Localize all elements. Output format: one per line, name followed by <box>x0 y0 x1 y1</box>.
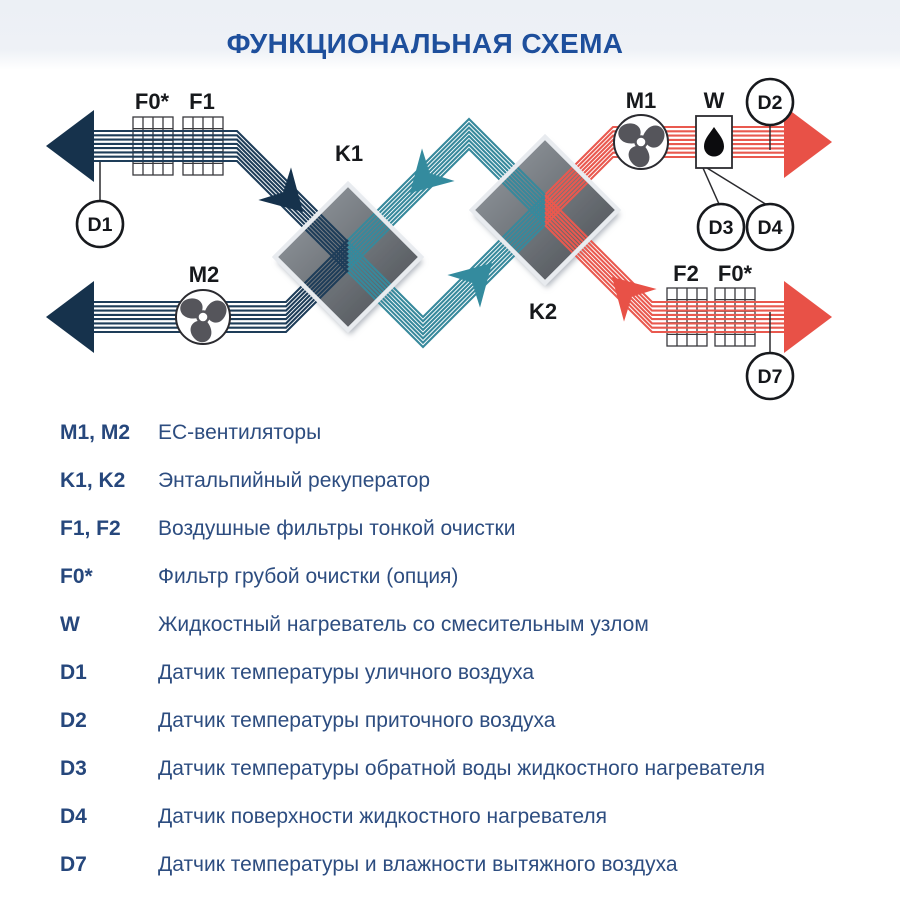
sensor-d1-label: D1 <box>87 214 113 236</box>
fan-m1-label: M1 <box>625 88 657 113</box>
legend-row-heater <box>60 601 872 649</box>
legend-key: D2 <box>60 709 87 732</box>
legend-key: F0* <box>60 565 93 588</box>
extract-inlet-flare-icon <box>784 281 832 353</box>
legend-row-sensor-d1 <box>60 649 872 697</box>
filter-f0-bottom-label: F0* <box>717 261 753 286</box>
legend-desc: Фильтр грубой очистки (опция) <box>158 565 459 588</box>
filter-f1-box <box>183 117 223 175</box>
sensor-d7-label: D7 <box>757 366 783 388</box>
functional-diagram-svg <box>0 0 900 420</box>
sensor-d2-label: D2 <box>757 92 783 114</box>
filter-f1-label: F1 <box>189 89 215 114</box>
legend-key: D1 <box>60 661 87 684</box>
recuperator-k1-label: K1 <box>334 141 364 166</box>
legend-desc: ЕС-вентиляторы <box>158 421 322 444</box>
recuperator-k2-label: K2 <box>528 299 558 324</box>
legend-key: F1, F2 <box>60 517 121 540</box>
legend-row-fine-filters <box>60 505 872 553</box>
legend-row-recuperators <box>60 457 872 505</box>
legend-desc: Датчик температуры уличного воздуха <box>158 661 535 684</box>
fan-m2-label: M2 <box>188 262 220 287</box>
legend <box>60 409 872 889</box>
heater-w-label: W <box>703 88 725 113</box>
recuperator-k2-body <box>472 137 618 283</box>
filter-f2-box <box>667 288 707 346</box>
sensor-d3-label: D3 <box>708 217 734 239</box>
outdoor-inlet-flare-icon <box>46 110 94 182</box>
fan-m1-icon <box>614 115 668 171</box>
legend-key: D4 <box>60 805 87 828</box>
legend-key: D3 <box>60 757 87 780</box>
filter-f0-bottom-box <box>715 288 755 346</box>
legend-desc: Жидкостный нагреватель со смесительным узлом <box>158 613 649 636</box>
page-title: ФУНКЦИОНАЛЬНАЯ СХЕМА <box>226 28 624 59</box>
legend-key: W <box>60 613 80 636</box>
legend-row-sensor-d3 <box>60 745 872 793</box>
sensor-d4-connector <box>707 168 767 205</box>
supply-outlet-arrow-icon <box>784 106 832 178</box>
legend-row-sensor-d7 <box>60 841 872 889</box>
legend-desc: Датчик поверхности жидкостного нагревателя <box>158 805 607 828</box>
legend-key: D7 <box>60 853 87 876</box>
legend-row-coarse-filter <box>60 553 872 601</box>
legend-row-fans <box>60 409 872 457</box>
filter-f0-top-box <box>133 117 173 175</box>
filter-f2-label: F2 <box>673 261 699 286</box>
fan-m2-icon <box>176 290 230 346</box>
legend-desc: Воздушные фильтры тонкой очистки <box>158 517 516 540</box>
exhaust-outlet-arrow-icon <box>46 281 94 353</box>
legend-desc: Энтальпийный рекуператор <box>158 469 431 492</box>
legend-desc: Датчик температуры приточного воздуха <box>158 709 556 732</box>
filter-f0-top-label: F0* <box>134 89 170 114</box>
legend-key: M1, M2 <box>60 421 131 444</box>
legend-desc: Датчик температуры обратной воды жидкостного нагревателя <box>158 757 765 780</box>
legend-key: K1, K2 <box>60 469 126 492</box>
legend-row-sensor-d4 <box>60 793 872 841</box>
sensor-d4-label: D4 <box>757 217 783 239</box>
legend-desc: Датчик температуры и влажности вытяжного воздуха <box>158 853 678 876</box>
legend-row-sensor-d2 <box>60 697 872 745</box>
